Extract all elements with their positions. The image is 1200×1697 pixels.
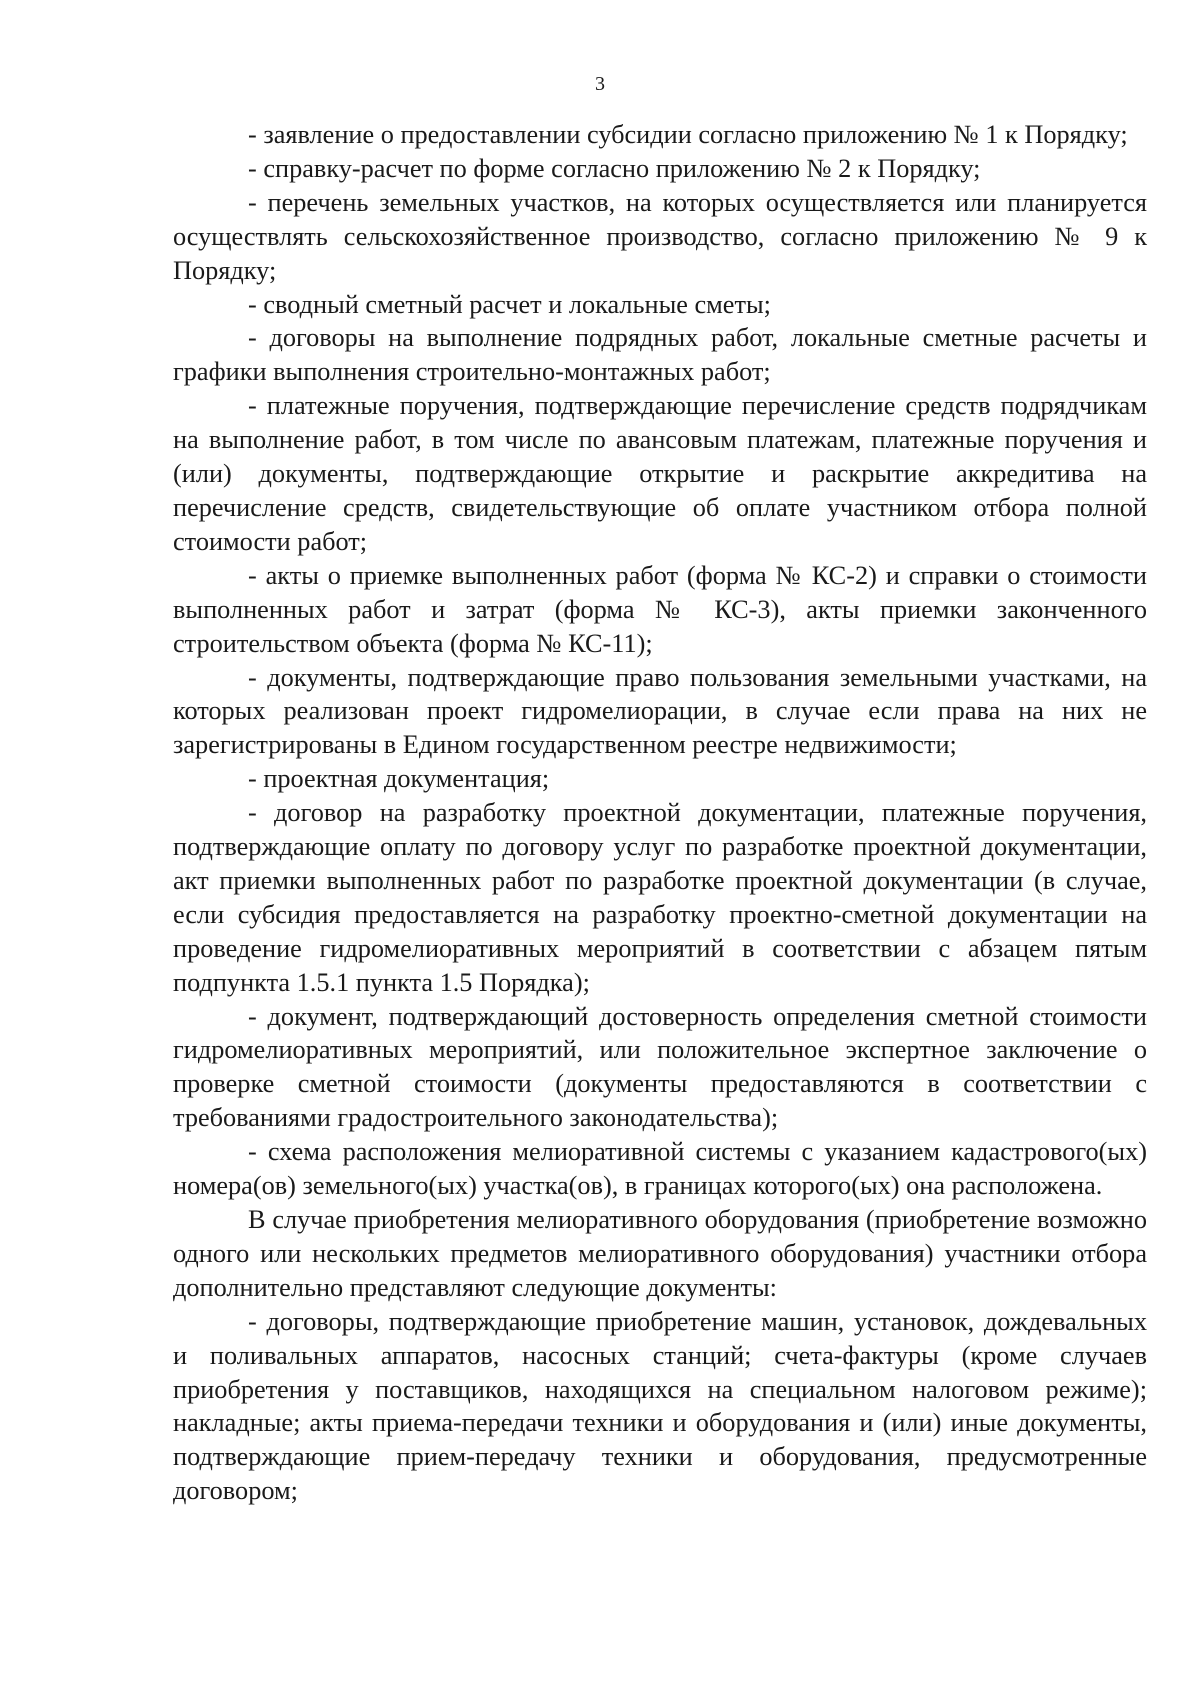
paragraph-estimates: - сводный сметный расчет и локальные сметы; bbox=[248, 289, 771, 319]
document-body bbox=[173, 118, 1147, 1508]
paragraph-payment-orders: - платежные поручения, подтверждающие перечисление средств подрядчикам на выполнение работ, в том числе по авансовым платежам, платежные поручения и (или) документы, подтверждающие открытие и раскрытие аккредитива на перечисление средств, свидетельствующие об оплате участником отбора полной стоимости работ; bbox=[173, 391, 1147, 556]
paragraph-equipment-intro: В случае приобретения мелиоративного оборудования (приобретение возможно одного или нескольких предметов мелиоративного оборудования) участники отбора дополнительно представляют следующие документы: bbox=[173, 1205, 1147, 1302]
page-number: 3 bbox=[595, 73, 605, 95]
paragraph-acceptance-acts: - акты о приемке выполненных работ (форма № КС-2) и справки о стоимости выполненных работ и затрат (форма № КС-3), акты приемки законченного строительством объекта (форма № КС-11); bbox=[173, 560, 1147, 658]
paragraph-calculation: - справку-расчет по форме согласно приложению № 2 к Порядку; bbox=[248, 153, 981, 183]
paragraph-contracts: - договоры на выполнение подрядных работ, локальные сметные расчеты и графики выполнения строительно-монтажных работ; bbox=[173, 323, 1147, 387]
paragraph-land-rights: - документы, подтверждающие право пользования земельными участками, на которых реализован проект гидромелиорации, в случае если права на них не зарегистрированы в Едином государственном реестре недвижимости; bbox=[173, 662, 1147, 760]
paragraph-application: - заявление о предоставлении субсидии согласно приложению № 1 к Порядку; bbox=[248, 120, 1128, 149]
paragraph-equipment-contracts: - договоры, подтверждающие приобретение машин, установок, дождевальных и поливальных аппаратов, насосных станций; счета-фактуры (кроме случаев приобретения у поставщиков, находящихся на специальном налоговом режиме); накладные; акты приема-передачи техники и оборудования и (или) иные документы, подтверждающие прием-передачу техники и оборудования, предусмотренные договором; bbox=[173, 1306, 1147, 1506]
paragraph-land-list: - перечень земельных участков, на которых осуществляется или планируется осуществлять сельскохозяйственное производство, согласно приложению № 9 к Порядку; bbox=[173, 187, 1147, 285]
paragraph-system-layout: - схема расположения мелиоративной системы с указанием кадастрового(ых) номера(ов) земельного(ых) участка(ов), в границах которого(ых) она расположена. bbox=[173, 1137, 1147, 1201]
paragraph-cost-verification: - документ, подтверждающий достоверность определения сметной стоимости гидромелиоративных мероприятий, или положительное экспертное заключение о проверке сметной стоимости (документы предоставляются в соответствии с требованиями градостроительного законодательства); bbox=[173, 1001, 1147, 1133]
paragraph-project-docs: - проектная документация; bbox=[248, 764, 550, 794]
paragraph-design-contract: - договор на разработку проектной документации, платежные поручения, подтверждающие оплату по договору услуг по разработке проектной документации, акт приемки выполненных работ по разработке проектной документации (в случае, если субсидия предоставляется на разработку проектно-сметной документации на проведение гидромелиоративных мероприятий в соответствии с абзацем пятым подпункта 1.5.1 пункта 1.5 Порядка); bbox=[173, 798, 1147, 997]
